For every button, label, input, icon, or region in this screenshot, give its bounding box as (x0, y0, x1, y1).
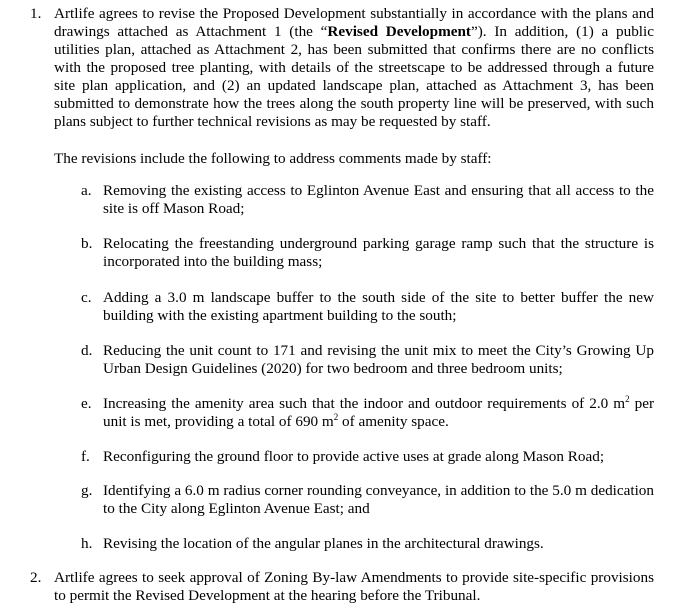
item-number: 2. (30, 569, 42, 586)
revision-letter: c. (81, 289, 92, 306)
revision-e-part3: of amenity space. (338, 413, 449, 430)
item-number: 1. (30, 5, 42, 22)
revision-item-f: Reconfiguring the ground floor to provide active uses at grade along Mason Road; (103, 448, 605, 465)
revision-item-c: Adding a 3.0 m landscape buffer to the south side of the site to better buffer the new building with the existing apartment building to the south; (103, 289, 654, 324)
revision-item-a: Removing the existing access to Eglinton Avenue East and ensuring that all access to the site is off Mason Road; (103, 182, 654, 217)
revision-item-e (103, 395, 654, 431)
revision-letter: b. (81, 235, 93, 252)
revision-item-b: Relocating the freestanding underground parking garage ramp such that the structure is incorporated into the building mass; (103, 235, 654, 270)
revision-item-d: Reducing the unit count to 171 and revising the unit mix to meet the City’s Growing Up Urban Design Guidelines (2020) for two bedroom and three bedroom units; (103, 342, 654, 377)
revision-item-g: Identifying a 6.0 m radius corner rounding conveyance, in addition to the 5.0 m dedication to the City along Eglinton Avenue East; and (103, 482, 654, 517)
superscript: 2 (625, 394, 630, 404)
revision-letter: g. (81, 482, 93, 499)
item-1-text-after: ”). In addition, (1) a public utilities plan, attached as Attachment 2, has been submitted that confirms there are no conflicts with the proposed tree planting, with details of the streetscape to be addressed through a future site plan application, and (2) an updated landscape plan, attached as Attachment 3, has been submitted to demonstrate how the trees along the south property line will be preserved, with such plans subject to further technical revisions as may be requested by staff. (54, 23, 654, 130)
revisions-intro: The revisions include the following to address comments made by staff: (54, 150, 492, 167)
item-1-paragraph (54, 5, 654, 131)
revision-letter: e. (81, 395, 92, 412)
revision-letter: f. (81, 448, 90, 465)
revision-letter: h. (81, 535, 93, 552)
revision-letter: d. (81, 342, 93, 359)
superscript: 2 (333, 412, 339, 422)
item-1-text-before: Artlife agrees to revise the Proposed Development substantially in accordance with the plans and drawings attached as Attachment 1 (the “ (54, 5, 654, 40)
revision-e-part2: per unit is met, providing a total of 690 m (103, 395, 654, 430)
revision-e-part1: Increasing the amenity area such that the indoor and outdoor requirements of 2.0 m (103, 395, 626, 412)
item-2-paragraph: Artlife agrees to seek approval of Zoning By-law Amendments to provide site-specific provisions to permit the Revised Development at the hearing before the Tribunal. (54, 569, 654, 604)
revision-letter: a. (81, 182, 92, 199)
revision-item-h: Revising the location of the angular planes in the architectural drawings. (103, 535, 544, 552)
defined-term-revised-development: Revised Development (327, 23, 471, 40)
